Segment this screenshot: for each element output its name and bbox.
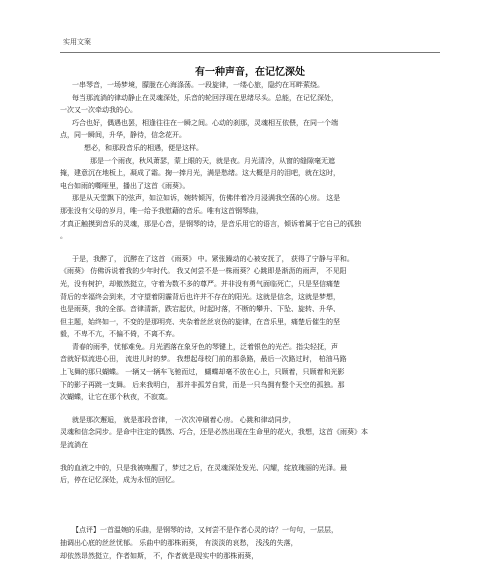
text-line: 点，同一瞬间，升华，静待，信念花开。 xyxy=(60,131,186,140)
paragraph-group-3 xyxy=(60,414,444,452)
paragraph-gap xyxy=(60,243,444,253)
header-divider xyxy=(60,52,440,53)
text-line: 一串琴音，一场梦境，朦胧在心海涤荡。一段旋律，一缕心旅，隐约在耳畔萦绕。 xyxy=(72,81,324,89)
paragraph-gap xyxy=(60,452,444,462)
paragraph-group-4 xyxy=(60,462,444,487)
commentary-section xyxy=(60,524,444,563)
text-line: 巧合也好，偶遇也罢，相逢往往在一瞬之间。心动的刹那，灵魂相互依偎，在同一个端 xyxy=(72,118,338,127)
text-line: 想必，和那段音乐的相遇，便是这样。 xyxy=(84,143,203,152)
paragraph-group-2 xyxy=(60,253,444,404)
paragraph-group-1 xyxy=(60,79,444,243)
text-line: 是流淌在 xyxy=(60,441,88,450)
text-line: 才真正触摸到音乐的灵魂，那是心音，是钢琴的诗，是音乐用它的语言，倾诉着属于它自己的孤独 xyxy=(60,219,361,228)
text-line: 。 xyxy=(60,232,67,241)
text-line: 音就好似流进心田， 流进儿时的梦。 我想起母校门前的那条路，最后一次路过时， 柏油马路 xyxy=(60,355,347,364)
document-title: 有一种声音，在记忆深处 xyxy=(195,67,305,78)
document-body xyxy=(60,79,444,487)
text-line: 青春的雨季，忧郁难免。月光洒落在象牙色的琴键上，泛着银色的光芒。指尖轻抚，声 xyxy=(72,342,338,351)
text-line: 我的血液之中的，只是我被唤醒了，梦过之后，在灵魂深处发光、闪耀，绽放瑰丽的光泽。最 xyxy=(60,463,347,472)
text-line: 《雨葵》 仿佛诉说着我的少年时代。 我又何尝不是一株雨葵？心跳即是渐沥的雨声， 不见阳 xyxy=(60,267,347,276)
text-line: 次蝴蝶，让它在那个秋夜，不寂寞。 xyxy=(60,393,172,402)
text-line: 但主题，始终如一，不变的是那明亮、夹杂着丝丝哀伤的旋律，在音乐里，痛楚后催生的坚 xyxy=(60,317,340,326)
text-line: 抽调出心底的丝丝忧郁。 乐曲中的那株雨葵， 有淡淡的哀愁， 浅浅的失落， xyxy=(60,539,298,547)
text-line: 下的影子再跳一支舞。 后来我明白， 那并非孤芳自赏，而是一只鸟拥有整个天空的孤独。那 xyxy=(60,380,345,389)
header-label: 实用文案 xyxy=(63,38,91,46)
text-line: 掩，建意沉在地板上，凝成了霜。掬一捧月光，满是愁绪。这大概是月的泪吧，就在这时， xyxy=(60,169,340,178)
text-line: 后，停在记忆深处，成为永恒的回忆。 xyxy=(60,476,179,485)
text-line: 【点评】一首温婉的乐曲，是钢琴的诗，又何尝不是作者心灵的诗？一句句，一层层， xyxy=(72,526,338,534)
text-line: 上飞舞的那只蝴蝶。 一辆又一辆车飞驰而过， 蝴蝶却毫不放在心上，只顾着，只顾着和光影 xyxy=(60,368,345,377)
text-line: 那张没有父母的岁月，唯一给予我慰藉的音乐。唯有这首钢琴曲， xyxy=(60,206,263,215)
text-line: 一次又一次牵动我的心。 xyxy=(60,106,137,115)
text-line: 那是一个雨夜，秋风萧瑟，蒙上眼的天，就是夜。月光清冷，从窗的缝隙毫无遮 xyxy=(90,156,335,165)
paragraph-gap xyxy=(60,404,444,414)
text-line: 背后的幸福终会到来，才守望着阴霾背后也许并不存在的阳光。这就是信念，这就是梦想， xyxy=(60,292,340,301)
text-line: 每当那流淌的律动静止在灵魂深处，乐音的轮回浮现在思绪尽头。总能，在记忆深处， xyxy=(72,93,338,102)
text-line: 就是那次邂逅， 就是那段音律， 一次次冲刷着心房。 心跳和律动同步， xyxy=(72,415,296,424)
text-line: 却依然昂然挺立，作者如斯， 不，作者就是现实中的那株雨葵， xyxy=(60,552,259,560)
text-line: 那是从天堂飘下的弦声，如泣如诉，婉转倾泻，仿佛伴着冷月浸满我空荡的心房。 这是 xyxy=(72,194,341,203)
commentary-lines xyxy=(60,524,444,563)
text-line: 灵魂和信念同步。是命中注定的偶然、巧合，还是必然出现在生命里的花火，我想，这首《雨葵》本 xyxy=(60,428,368,437)
text-line: 也是雨葵，我的全部。音律清新，跌宕起伏，时起时落，不断的攀升、下坠、旋转、升华、 xyxy=(60,305,340,314)
text-line: 电台如雨的嘶哑里，播出了这首《雨葵》。 xyxy=(60,181,190,190)
text-line: 于是，我醉了， 沉醉在了这首 《雨葵》 中。紧张躁动的心被安抚了， 获得了宁静与平和。 xyxy=(72,254,354,263)
text-line: 光，没有树护，却傲然挺立，守着为数不多的尊严。并非没有勇气面临死亡，只是坚信痛楚 xyxy=(60,279,340,288)
text-line: 毅，不卑不亢，不偏不倚，不离不弃。 xyxy=(60,330,179,339)
